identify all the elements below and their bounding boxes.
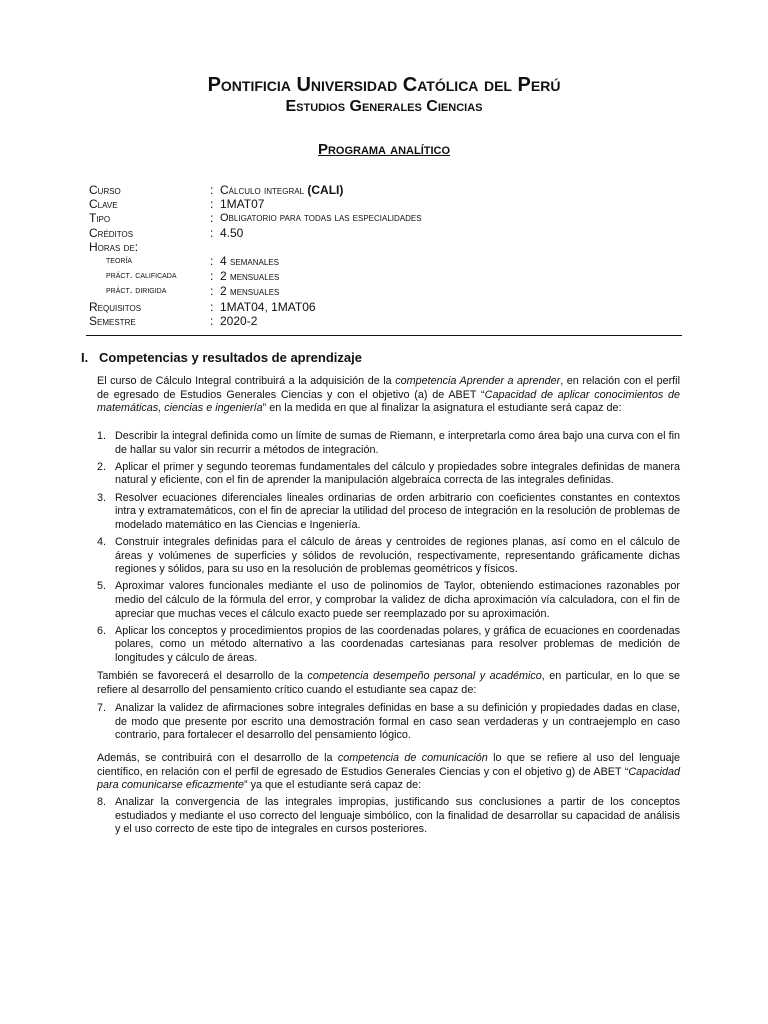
clave-label: Clave: [89, 197, 118, 212]
paragraph-competencia-aprender: [97, 375, 680, 416]
italic-span: competencia desempeño personal y académico: [307, 670, 542, 682]
semestre-value: 2020-2: [220, 313, 258, 328]
list-item: [97, 430, 680, 457]
separator: :: [210, 313, 214, 328]
curso-label: Curso: [89, 183, 121, 197]
item-text: Aplicar los conceptos y procedimientos propios de las coordenadas polares, y gráfica de ecuaciones en coordenadas polares, como un método alternativo a las coordenadas cartesianas para resolver problemas de medición de longitudes y cálculo de áreas.: [115, 624, 680, 664]
semestre-label: Semestre: [89, 313, 136, 328]
text-span: , en relación con el perfil de egresado de Estudios Generales Ciencias y con el objetivo (a) de ABET “: [97, 375, 680, 401]
item-text: Describir la integral definida como un límite de sumas de Riemann, e interpretarla como área bajo una curva con el fin de hallar su valor sin recurrir a métodos de integración.: [115, 430, 680, 456]
paragraph-competencia-desempeno: [97, 670, 680, 697]
section-number: I.: [81, 350, 89, 365]
course-info-table: [89, 183, 683, 328]
tipo-label: Tipo: [89, 211, 111, 226]
calificada-unit: mensuales: [230, 271, 280, 284]
list-item: [97, 492, 680, 533]
item-number: 2.: [97, 460, 107, 473]
separator: :: [210, 197, 214, 212]
italic-span: Capacidad de aplicar conocimientos de matemáticas, ciencias e ingeniería: [97, 388, 680, 415]
requisitos-label: Requisitos: [89, 299, 142, 314]
item-text: Aplicar el primer y segundo teoremas fundamentales del cálculo y propiedades sobre integrales definidas de manera natural y eficiente, con el fin de aprender la manipulación algebraica correcta de las integrales definidas.: [115, 460, 680, 487]
info-row-requisitos: [89, 300, 683, 314]
separator: :: [210, 284, 214, 299]
curso-name: Cálculo integral: [220, 183, 305, 197]
text-span: El curso de Cálculo Integral contribuirá a la adquisición de la: [97, 375, 396, 387]
text-span: ” en la medida en que al finalizar la asignatura el estudiante será capaz de:: [262, 402, 622, 415]
italic-span: competencia Aprender a aprender: [395, 375, 561, 387]
learning-outcomes-list-3: [97, 796, 680, 840]
info-row-semestre: [89, 314, 683, 328]
calificada-num: 2: [220, 269, 227, 284]
learning-outcomes-list-1: [97, 430, 680, 669]
teoria-label: teoría: [106, 255, 133, 267]
studies-title: Estudios Generales Ciencias: [285, 98, 483, 115]
separator: :: [210, 269, 214, 284]
item-text: Construir integrales definidas para el cálculo de áreas y centroides de regiones planas, así como en el cálculo de áreas y volúmenes de superficies y sólidos de revolución, respectivamente, representando gráficamente dichas regiones y sólidos, para su uso en la resolución de problemas geométricos y físicos.: [115, 535, 680, 576]
separator: :: [210, 254, 214, 269]
info-row-calificada: [89, 269, 683, 284]
item-number: 4.: [97, 535, 107, 548]
list-item: [97, 536, 680, 577]
creditos-label: Créditos: [89, 225, 134, 240]
calificada-label: práct. calificada: [106, 270, 177, 282]
item-number: 7.: [97, 702, 107, 714]
separator: :: [210, 299, 214, 314]
separator: :: [210, 225, 214, 240]
curso-code: (CALI): [307, 183, 344, 197]
learning-outcomes-list-2: [97, 702, 680, 746]
item-text: Aproximar valores funcionales mediante el uso de polinomios de Taylor, obteniendo estimaciones razonables por medio del cálculo de la fórmula del error, y comprobar la validez de dicha aproximación vía calculadora, con el fin de apreciar que muchas veces el cálculo exacto puede ser reemplazado por su aproximación.: [115, 580, 680, 620]
calificada-value: [220, 269, 683, 284]
paragraph-competencia-comunicacion: [97, 752, 680, 793]
separator: :: [210, 183, 214, 197]
item-number: 5.: [97, 580, 107, 593]
requisitos-value: 1MAT04, 1MAT06: [220, 299, 316, 314]
dirigida-value: [220, 284, 683, 299]
item-number: 1.: [97, 430, 107, 442]
info-row-tipo: [89, 211, 683, 225]
text-span: Además, se contribuirá con el desarrollo de la: [97, 752, 338, 764]
teoria-num: 4: [220, 254, 227, 269]
text-span: ” ya que el estudiante será capaz de:: [244, 779, 422, 792]
list-item: [97, 580, 680, 621]
item-text: Resolver ecuaciones diferenciales lineales ordinarias de orden arbitrario con coeficientes constantes en contextos intra y extramatemáticos, con el fin de apreciar la utilidad del proceso de integración en la resolución de problemas de modelado matemático en las Ciencias e Ingeniería.: [115, 491, 680, 531]
teoria-unit: semanales: [230, 256, 279, 269]
list-item: [97, 796, 680, 837]
item-number: 8.: [97, 796, 107, 808]
info-row-clave: [89, 197, 683, 211]
list-item: [97, 625, 680, 666]
teoria-value: [220, 254, 683, 269]
item-text: Analizar la validez de afirmaciones sobre integrales definidas en base a su definición y propiedades dadas en clase, de modo que presente por escrito una demostración formal en caso sean verdaderas y un contraejemplo en caso contrario, para fortalecer el desarrollo del pensamiento lógico.: [115, 702, 680, 742]
info-row-curso: [89, 183, 683, 197]
text-span: , en particular, en lo que se refiere al desarrollo del pensamiento crítico cuando el estudiante sea capaz de:: [97, 670, 680, 696]
info-row-teoria: [89, 254, 683, 269]
info-row-dirigida: [89, 284, 683, 299]
list-item: [97, 461, 680, 488]
item-number: 6.: [97, 624, 107, 637]
italic-span: competencia de comunicación: [337, 752, 488, 764]
section-title: Competencias y resultados de aprendizaje: [99, 350, 362, 365]
separator: :: [210, 211, 214, 226]
horas-label: Horas de:: [89, 239, 139, 254]
program-title: Programa analítico: [317, 141, 451, 158]
clave-value: 1MAT07: [220, 197, 265, 212]
item-text: Analizar la convergencia de las integrales impropias, justificando sus conclusiones a partir de los conceptos estudiados y mediante el uso correcto del lenguaje simbólico, con la finalidad de desarrollar su capacidad de análisis y el uso correcto de este tipo de integrales en cursos posteriores.: [115, 796, 680, 836]
italic-span: Capacidad para comunicarse eficazmente: [97, 765, 680, 792]
text-span: También se favorecerá el desarrollo de la: [97, 670, 308, 682]
item-number: 3.: [97, 491, 107, 504]
text-span: lo que se refiere al uso del lenguaje científico, en relación con el perfil de egresado de Estudios Generales Ciencias y con el objetivo g) de ABET “: [97, 752, 680, 778]
dirigida-unit: mensuales: [230, 286, 280, 299]
dirigida-label: práct. dirigida: [106, 285, 167, 297]
creditos-value: 4.50: [220, 225, 244, 240]
horizontal-rule: [86, 335, 682, 336]
university-title: Pontificia Universidad Católica del Perú: [207, 74, 561, 96]
info-row-horas: [89, 240, 683, 254]
info-row-creditos: [89, 226, 683, 240]
curso-value: [220, 183, 683, 197]
tipo-value: Obligatorio para todas las especialidades: [220, 212, 422, 225]
list-item: [97, 702, 680, 743]
section-heading: [81, 350, 362, 365]
dirigida-num: 2: [220, 284, 227, 299]
